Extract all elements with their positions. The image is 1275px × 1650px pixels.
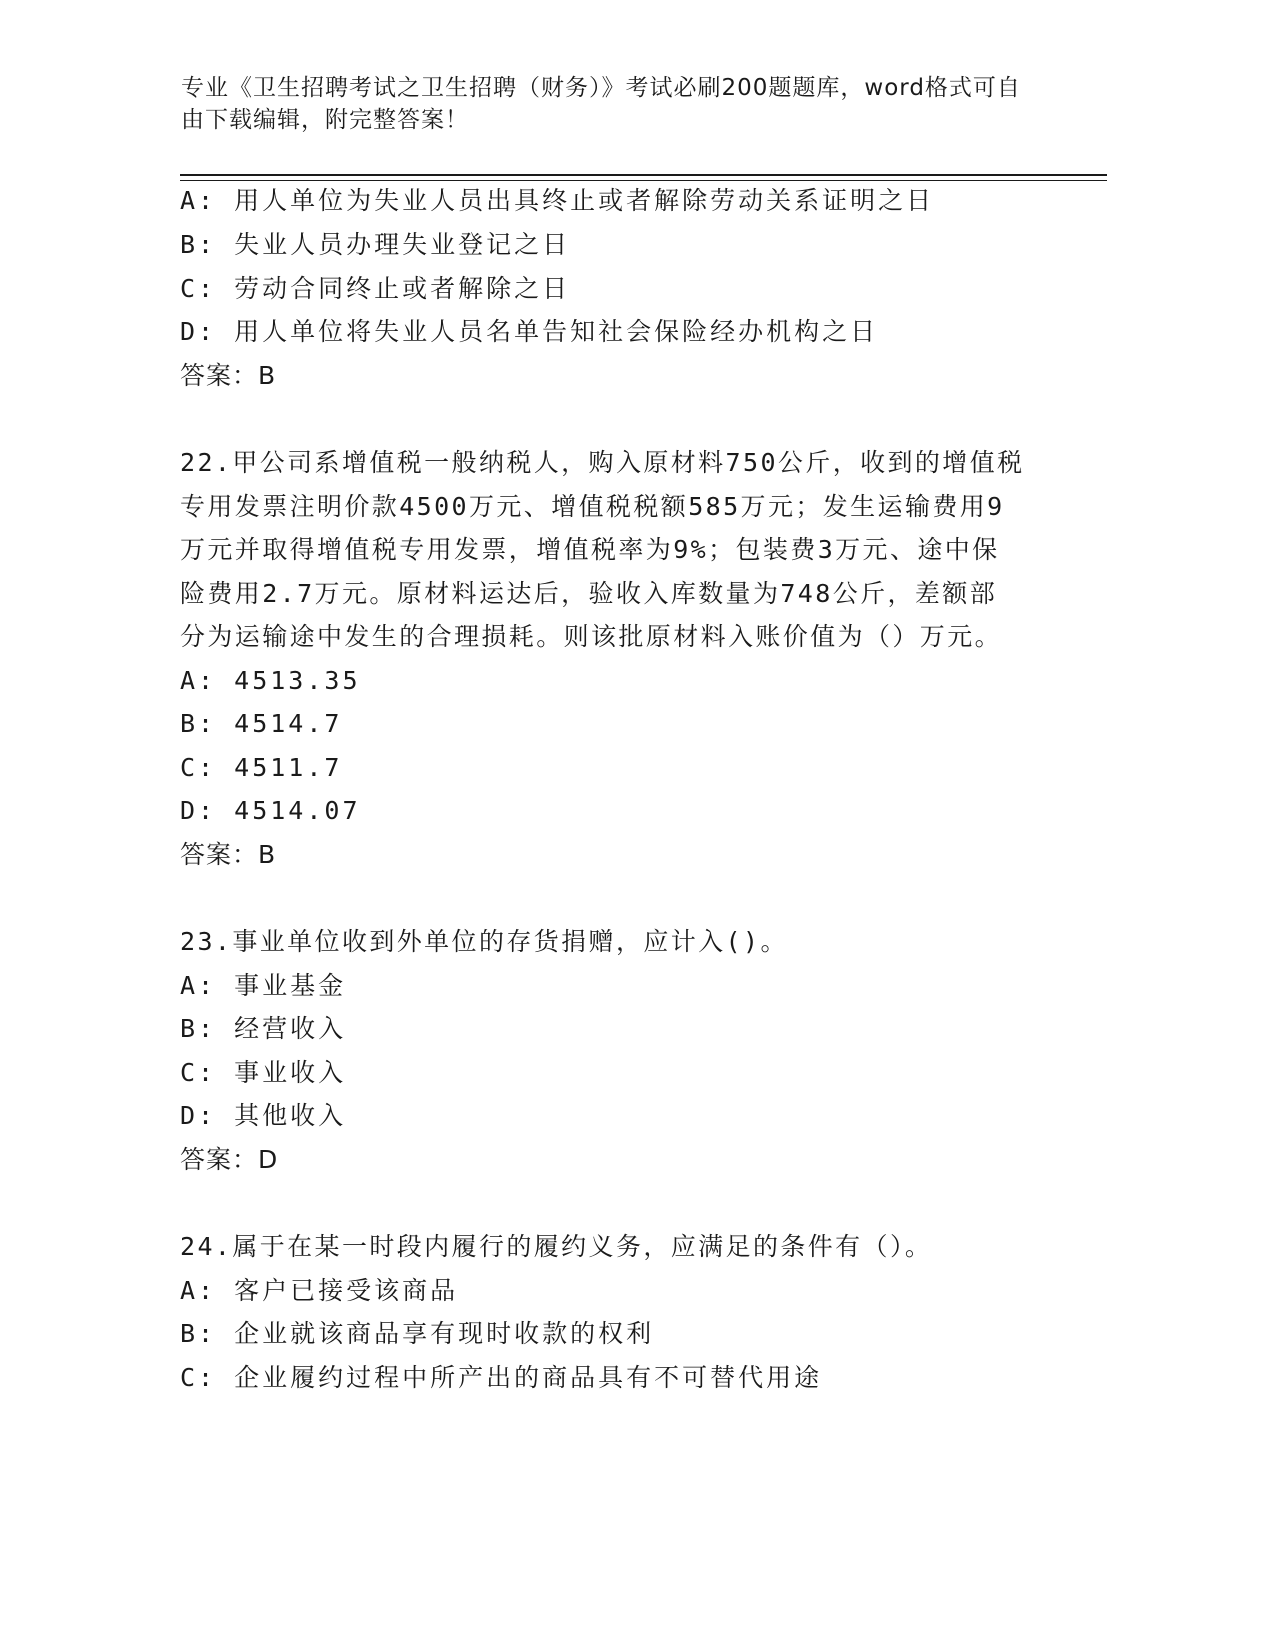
header-divider-thick xyxy=(180,174,1107,176)
q22-option-b: B: 4514.7 xyxy=(180,709,343,738)
q22-stem-line-1: 22.甲公司系增值税一般纳税人，购入原材料750公斤，收到的增值税 xyxy=(180,448,1025,477)
q22-stem-line-3: 万元并取得增值税专用发票，增值税率为9%；包装费3万元、途中保 xyxy=(180,535,1000,564)
q24-option-c: C: 企业履约过程中所产出的商品具有不可替代用途 xyxy=(180,1363,823,1392)
q23-option-d: D: 其他收入 xyxy=(180,1101,347,1130)
q23-answer: 答案：D xyxy=(180,1145,279,1174)
q22-option-d: D: 4514.07 xyxy=(180,796,361,825)
q21-answer: 答案：B xyxy=(180,361,277,390)
q22-stem-line-4: 险费用2.7万元。原材料运达后，验收入库数量为748公斤，差额部 xyxy=(180,579,998,608)
q22-answer: 答案：B xyxy=(180,840,277,869)
q23-option-b: B: 经营收入 xyxy=(180,1014,347,1043)
q21-option-a: A: 用人单位为失业人员出具终止或者解除劳动关系证明之日 xyxy=(180,186,935,215)
q24-option-b: B: 企业就该商品享有现时收款的权利 xyxy=(180,1319,655,1348)
q24-option-a: A: 客户已接受该商品 xyxy=(180,1276,459,1305)
header-line-1: 专业《卫生招聘考试之卫生招聘（财务）》考试必刷200题题库，word格式可自 xyxy=(181,75,1021,101)
q21-option-b: B: 失业人员办理失业登记之日 xyxy=(180,230,571,259)
q24-stem: 24.属于在某一时段内履行的履约义务，应满足的条件有（）。 xyxy=(180,1232,933,1261)
q23-stem: 23.事业单位收到外单位的存货捐赠，应计入()。 xyxy=(180,927,788,956)
q22-option-c: C: 4511.7 xyxy=(180,753,343,782)
header-line-2: 由下载编辑，附完整答案！ xyxy=(181,107,469,133)
q22-option-a: A: 4513.35 xyxy=(180,666,361,695)
q21-option-c: C: 劳动合同终止或者解除之日 xyxy=(180,274,571,303)
header-divider-thin xyxy=(180,180,1107,181)
q21-option-d: D: 用人单位将失业人员名单告知社会保险经办机构之日 xyxy=(180,317,879,346)
q23-option-a: A: 事业基金 xyxy=(180,971,347,1000)
q22-stem-line-2: 专用发票注明价款4500万元、增值税税额585万元；发生运输费用9 xyxy=(180,492,1005,521)
q22-stem-line-5: 分为运输途中发生的合理损耗。则该批原材料入账价值为（）万元。 xyxy=(180,622,1003,651)
q23-option-c: C: 事业收入 xyxy=(180,1058,347,1087)
document-header xyxy=(181,72,1081,136)
